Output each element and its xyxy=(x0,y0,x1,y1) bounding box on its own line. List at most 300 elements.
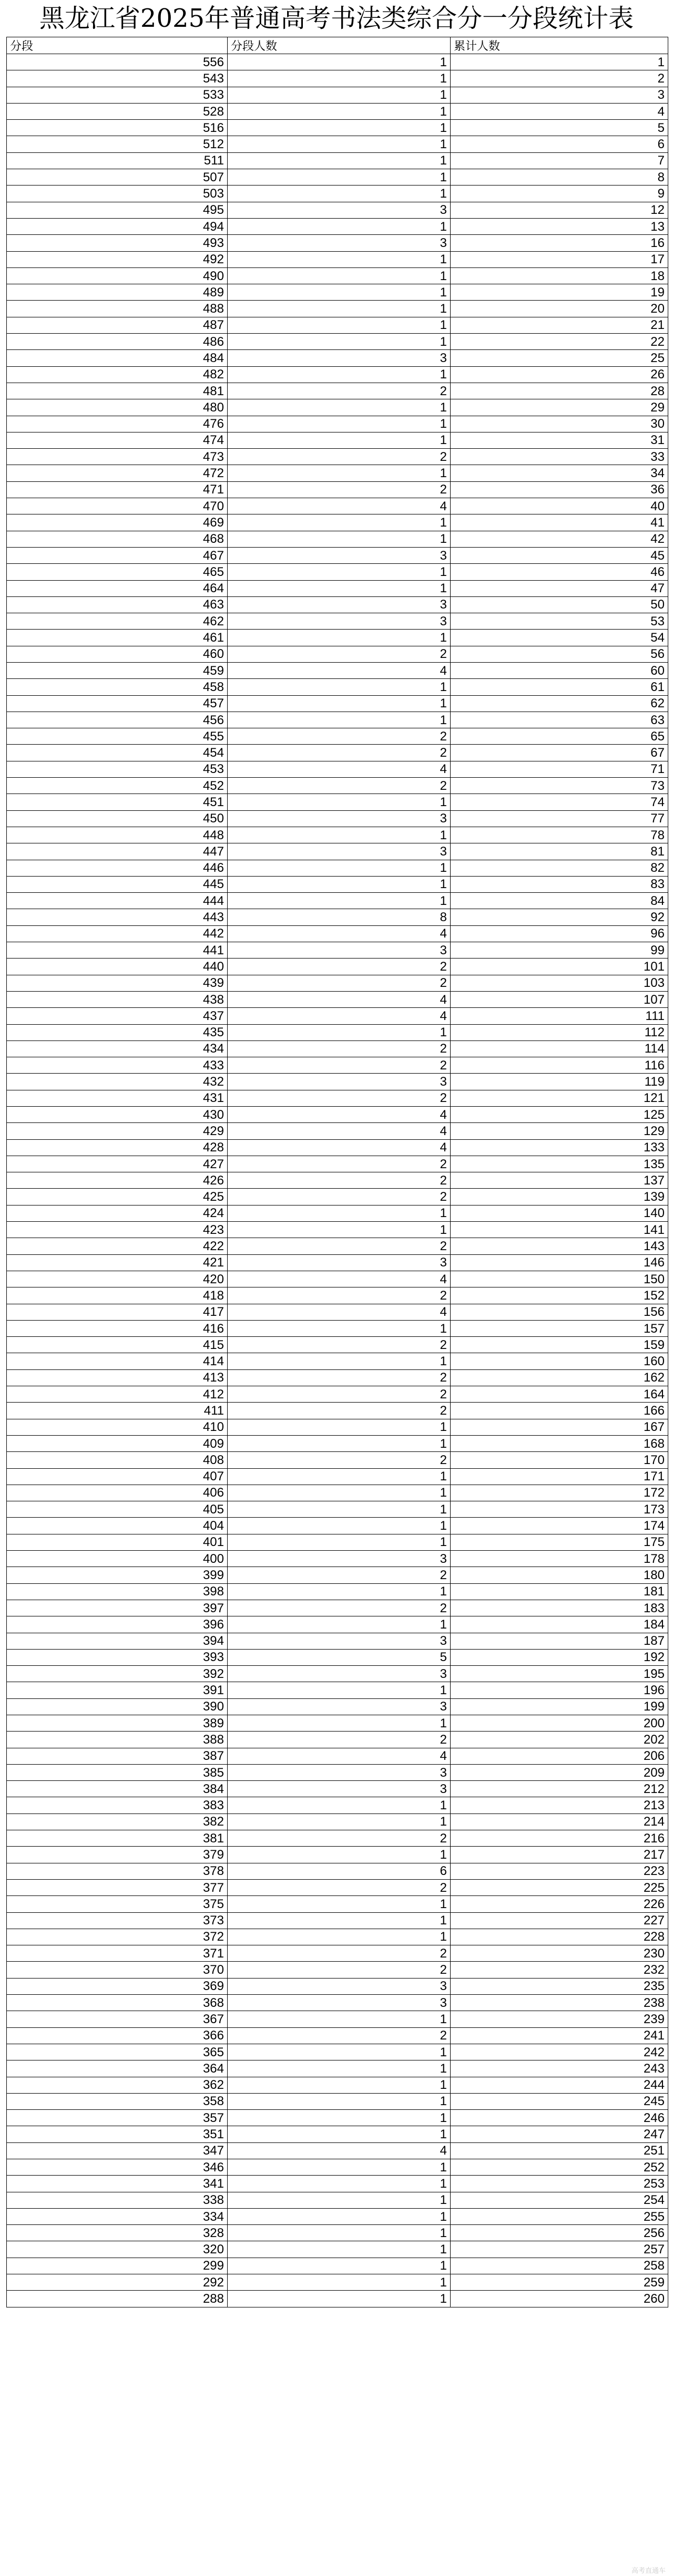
band-count-cell: 2 xyxy=(228,1189,451,1205)
score-band-cell: 394 xyxy=(7,1633,228,1649)
band-count-cell: 1 xyxy=(228,416,451,432)
cumulative-count-cell: 82 xyxy=(451,860,668,876)
table-row xyxy=(7,1468,668,1485)
band-count-cell: 6 xyxy=(228,1863,451,1879)
table-row xyxy=(7,942,668,959)
cumulative-count-cell: 16 xyxy=(451,235,668,251)
score-band-cell: 434 xyxy=(7,1040,228,1057)
table-row xyxy=(7,1040,668,1057)
score-band-cell: 423 xyxy=(7,1222,228,1238)
cumulative-count-cell: 241 xyxy=(451,2027,668,2044)
score-band-cell: 439 xyxy=(7,975,228,991)
score-band-cell: 387 xyxy=(7,1748,228,1764)
cumulative-count-cell: 50 xyxy=(451,596,668,613)
cumulative-count-cell: 3 xyxy=(451,87,668,103)
band-count-cell: 1 xyxy=(228,1715,451,1731)
page-title: 黑龙江省2025年普通高考书法类综合分一分段统计表 xyxy=(39,4,634,33)
score-band-cell: 288 xyxy=(7,2291,228,2307)
cumulative-count-cell: 252 xyxy=(451,2159,668,2176)
cumulative-count-cell: 164 xyxy=(451,1386,668,1403)
band-count-cell: 1 xyxy=(228,2110,451,2126)
cumulative-count-cell: 34 xyxy=(451,465,668,481)
cumulative-count-cell: 192 xyxy=(451,1649,668,1665)
table-row xyxy=(7,1403,668,1419)
score-band-cell: 400 xyxy=(7,1551,228,1567)
table-row xyxy=(7,745,668,761)
table-row xyxy=(7,778,668,794)
score-band-cell: 435 xyxy=(7,1024,228,1040)
cumulative-count-cell: 166 xyxy=(451,1403,668,1419)
score-band-cell: 409 xyxy=(7,1435,228,1451)
cumulative-count-cell: 260 xyxy=(451,2291,668,2307)
band-count-cell: 1 xyxy=(228,301,451,317)
table-row xyxy=(7,498,668,514)
band-count-cell: 3 xyxy=(228,1666,451,1682)
cumulative-count-cell: 143 xyxy=(451,1238,668,1254)
table-row xyxy=(7,1271,668,1287)
cumulative-count-cell: 181 xyxy=(451,1583,668,1600)
table-row xyxy=(7,1107,668,1123)
band-count-cell: 1 xyxy=(228,827,451,843)
score-band-cell: 543 xyxy=(7,70,228,87)
table-row xyxy=(7,1024,668,1040)
table-row xyxy=(7,2060,668,2077)
band-count-cell: 1 xyxy=(228,2291,451,2307)
band-count-cell: 1 xyxy=(228,1518,451,1534)
band-count-cell: 3 xyxy=(228,1698,451,1715)
table-row xyxy=(7,186,668,202)
score-band-cell: 462 xyxy=(7,613,228,630)
score-band-cell: 456 xyxy=(7,712,228,728)
table-row xyxy=(7,1682,668,1698)
cumulative-count-cell: 232 xyxy=(451,1962,668,1978)
table-row xyxy=(7,1863,668,1879)
table-row xyxy=(7,1205,668,1221)
score-band-cell: 441 xyxy=(7,942,228,959)
band-count-cell: 2 xyxy=(228,1287,451,1304)
score-band-cell: 431 xyxy=(7,1090,228,1106)
band-count-cell: 4 xyxy=(228,1123,451,1139)
cumulative-count-cell: 150 xyxy=(451,1271,668,1287)
cumulative-count-cell: 20 xyxy=(451,301,668,317)
table-row xyxy=(7,1369,668,1386)
band-count-cell: 2 xyxy=(228,1830,451,1847)
table-row xyxy=(7,712,668,728)
table-row xyxy=(7,1452,668,1468)
band-count-cell: 2 xyxy=(228,383,451,399)
band-count-cell: 3 xyxy=(228,613,451,630)
band-count-cell: 2 xyxy=(228,778,451,794)
cumulative-count-cell: 56 xyxy=(451,646,668,662)
band-count-cell: 3 xyxy=(228,942,451,959)
score-band-cell: 454 xyxy=(7,745,228,761)
table-row xyxy=(7,1123,668,1139)
band-count-cell: 4 xyxy=(228,1271,451,1287)
band-count-cell: 8 xyxy=(228,909,451,925)
table-row xyxy=(7,383,668,399)
band-count-cell: 1 xyxy=(228,580,451,596)
table-row xyxy=(7,465,668,481)
table-row xyxy=(7,1715,668,1731)
score-band-cell: 474 xyxy=(7,432,228,448)
cumulative-count-cell: 30 xyxy=(451,416,668,432)
band-count-cell: 4 xyxy=(228,1748,451,1764)
score-band-cell: 495 xyxy=(7,202,228,218)
band-count-cell: 1 xyxy=(228,2208,451,2224)
cumulative-count-cell: 184 xyxy=(451,1616,668,1633)
score-band-cell: 413 xyxy=(7,1369,228,1386)
cumulative-count-cell: 195 xyxy=(451,1666,668,1682)
band-count-cell: 4 xyxy=(228,1139,451,1156)
cumulative-count-cell: 29 xyxy=(451,399,668,416)
table-row xyxy=(7,218,668,234)
band-count-cell: 1 xyxy=(228,186,451,202)
band-count-cell: 1 xyxy=(228,2159,451,2176)
score-band-cell: 556 xyxy=(7,54,228,70)
band-count-cell: 1 xyxy=(228,679,451,695)
cumulative-count-cell: 202 xyxy=(451,1732,668,1748)
table-row xyxy=(7,152,668,169)
score-band-cell: 415 xyxy=(7,1337,228,1353)
score-band-cell: 442 xyxy=(7,925,228,942)
score-band-cell: 451 xyxy=(7,794,228,810)
score-band-cell: 389 xyxy=(7,1715,228,1731)
band-count-cell: 1 xyxy=(228,1912,451,1929)
table-row xyxy=(7,366,668,383)
band-count-cell: 1 xyxy=(228,1797,451,1813)
score-band-cell: 503 xyxy=(7,186,228,202)
table-row xyxy=(7,1995,668,2011)
band-count-cell: 3 xyxy=(228,202,451,218)
table-row xyxy=(7,646,668,662)
cumulative-count-cell: 78 xyxy=(451,827,668,843)
table-row xyxy=(7,2241,668,2258)
score-band-cell: 489 xyxy=(7,284,228,301)
band-count-cell: 3 xyxy=(228,1781,451,1797)
band-count-cell: 2 xyxy=(228,728,451,745)
band-count-cell: 3 xyxy=(228,1551,451,1567)
cumulative-count-cell: 238 xyxy=(451,1995,668,2011)
table-row xyxy=(7,514,668,531)
table-row xyxy=(7,630,668,646)
table-row xyxy=(7,1813,668,1830)
score-band-cell: 469 xyxy=(7,514,228,531)
cumulative-count-cell: 112 xyxy=(451,1024,668,1040)
score-band-cell: 383 xyxy=(7,1797,228,1813)
table-row xyxy=(7,2093,668,2109)
score-band-cell: 492 xyxy=(7,251,228,267)
score-band-cell: 444 xyxy=(7,893,228,909)
band-count-cell: 1 xyxy=(228,103,451,119)
score-band-cell: 391 xyxy=(7,1682,228,1698)
table-row xyxy=(7,2176,668,2192)
band-count-cell: 1 xyxy=(228,366,451,383)
table-row xyxy=(7,876,668,892)
cumulative-count-cell: 129 xyxy=(451,1123,668,1139)
table-row xyxy=(7,1978,668,1994)
band-count-cell: 1 xyxy=(228,2060,451,2077)
band-count-cell: 1 xyxy=(228,630,451,646)
score-band-cell: 512 xyxy=(7,136,228,152)
score-band-cell: 338 xyxy=(7,2192,228,2208)
cumulative-count-cell: 5 xyxy=(451,120,668,136)
cumulative-count-cell: 200 xyxy=(451,1715,668,1731)
band-count-cell: 1 xyxy=(228,169,451,186)
band-count-cell: 1 xyxy=(228,1682,451,1698)
cumulative-count-cell: 107 xyxy=(451,991,668,1007)
cumulative-count-cell: 254 xyxy=(451,2192,668,2208)
score-band-cell: 458 xyxy=(7,679,228,695)
table-row xyxy=(7,679,668,695)
cumulative-count-cell: 36 xyxy=(451,481,668,498)
cumulative-count-cell: 206 xyxy=(451,1748,668,1764)
band-count-cell: 3 xyxy=(228,810,451,827)
cumulative-count-cell: 216 xyxy=(451,1830,668,1847)
score-band-cell: 432 xyxy=(7,1074,228,1090)
score-band-cell: 484 xyxy=(7,350,228,366)
cumulative-count-cell: 133 xyxy=(451,1139,668,1156)
cumulative-count-cell: 103 xyxy=(451,975,668,991)
table-row xyxy=(7,251,668,267)
cumulative-count-cell: 228 xyxy=(451,1929,668,1945)
cumulative-count-cell: 4 xyxy=(451,103,668,119)
score-band-cell: 372 xyxy=(7,1929,228,1945)
band-count-cell: 1 xyxy=(228,334,451,350)
table-row xyxy=(7,1222,668,1238)
cumulative-count-cell: 92 xyxy=(451,909,668,925)
table-row xyxy=(7,1666,668,1682)
band-count-cell: 1 xyxy=(228,893,451,909)
cumulative-count-cell: 63 xyxy=(451,712,668,728)
score-band-cell: 381 xyxy=(7,1830,228,1847)
score-band-cell: 366 xyxy=(7,2027,228,2044)
score-band-cell: 377 xyxy=(7,1879,228,1895)
table-row xyxy=(7,613,668,630)
score-band-cell: 437 xyxy=(7,1008,228,1024)
cumulative-count-cell: 256 xyxy=(451,2225,668,2241)
band-count-cell: 4 xyxy=(228,991,451,1007)
table-row xyxy=(7,54,668,70)
score-band-cell: 367 xyxy=(7,2011,228,2027)
table-row xyxy=(7,449,668,465)
score-band-cell: 369 xyxy=(7,1978,228,1994)
score-band-cell: 320 xyxy=(7,2241,228,2258)
cumulative-count-cell: 180 xyxy=(451,1567,668,1583)
cumulative-count-cell: 217 xyxy=(451,1847,668,1863)
cumulative-count-cell: 187 xyxy=(451,1633,668,1649)
table-row xyxy=(7,136,668,152)
band-count-cell: 1 xyxy=(228,87,451,103)
table-row xyxy=(7,1896,668,1912)
band-count-cell: 2 xyxy=(228,1156,451,1172)
table-row xyxy=(7,1139,668,1156)
table-row xyxy=(7,317,668,333)
header-band-count: 分段人数 xyxy=(228,37,451,54)
score-band-cell: 468 xyxy=(7,531,228,547)
score-band-cell: 447 xyxy=(7,843,228,860)
band-count-cell: 4 xyxy=(228,498,451,514)
cumulative-count-cell: 171 xyxy=(451,1468,668,1485)
band-count-cell: 4 xyxy=(228,761,451,777)
score-band-cell: 365 xyxy=(7,2044,228,2060)
band-count-cell: 1 xyxy=(228,1419,451,1435)
band-count-cell: 1 xyxy=(228,695,451,712)
score-band-cell: 470 xyxy=(7,498,228,514)
table-row xyxy=(7,1551,668,1567)
table-row xyxy=(7,2142,668,2159)
score-band-cell: 516 xyxy=(7,120,228,136)
table-row xyxy=(7,2192,668,2208)
cumulative-count-cell: 42 xyxy=(451,531,668,547)
table-row xyxy=(7,1945,668,1962)
cumulative-count-cell: 46 xyxy=(451,564,668,580)
cumulative-count-cell: 77 xyxy=(451,810,668,827)
table-row xyxy=(7,1732,668,1748)
score-band-cell: 299 xyxy=(7,2258,228,2274)
cumulative-count-cell: 199 xyxy=(451,1698,668,1715)
band-count-cell: 1 xyxy=(228,2093,451,2109)
table-row xyxy=(7,1616,668,1633)
cumulative-count-cell: 230 xyxy=(451,1945,668,1962)
cumulative-count-cell: 62 xyxy=(451,695,668,712)
cumulative-count-cell: 239 xyxy=(451,2011,668,2027)
table-row xyxy=(7,103,668,119)
band-count-cell: 2 xyxy=(228,975,451,991)
band-count-cell: 1 xyxy=(228,1534,451,1550)
band-count-cell: 3 xyxy=(228,1995,451,2011)
band-count-cell: 2 xyxy=(228,1040,451,1057)
score-band-cell: 460 xyxy=(7,646,228,662)
score-band-cell: 426 xyxy=(7,1172,228,1189)
cumulative-count-cell: 235 xyxy=(451,1978,668,1994)
table-row xyxy=(7,564,668,580)
cumulative-count-cell: 244 xyxy=(451,2077,668,2093)
band-count-cell: 3 xyxy=(228,1764,451,1780)
table-row xyxy=(7,70,668,87)
band-count-cell: 1 xyxy=(228,1024,451,1040)
cumulative-count-cell: 74 xyxy=(451,794,668,810)
cumulative-count-cell: 71 xyxy=(451,761,668,777)
score-band-cell: 358 xyxy=(7,2093,228,2109)
band-count-cell: 1 xyxy=(228,1468,451,1485)
table-row xyxy=(7,334,668,350)
band-count-cell: 1 xyxy=(228,1435,451,1451)
table-row xyxy=(7,2225,668,2241)
score-band-cell: 357 xyxy=(7,2110,228,2126)
band-count-cell: 1 xyxy=(228,2176,451,2192)
score-band-cell: 393 xyxy=(7,1649,228,1665)
cumulative-count-cell: 116 xyxy=(451,1057,668,1074)
score-band-cell: 375 xyxy=(7,1896,228,1912)
band-count-cell: 1 xyxy=(228,465,451,481)
score-band-cell: 390 xyxy=(7,1698,228,1715)
cumulative-count-cell: 121 xyxy=(451,1090,668,1106)
score-band-cell: 471 xyxy=(7,481,228,498)
cumulative-count-cell: 9 xyxy=(451,186,668,202)
table-row xyxy=(7,695,668,712)
band-count-cell: 2 xyxy=(228,449,451,465)
table-row xyxy=(7,2208,668,2224)
score-band-cell: 453 xyxy=(7,761,228,777)
score-band-cell: 463 xyxy=(7,596,228,613)
cumulative-count-cell: 60 xyxy=(451,662,668,678)
cumulative-count-cell: 125 xyxy=(451,1107,668,1123)
band-count-cell: 1 xyxy=(228,860,451,876)
table-row xyxy=(7,1847,668,1863)
band-count-cell: 1 xyxy=(228,432,451,448)
band-count-cell: 1 xyxy=(228,794,451,810)
cumulative-count-cell: 212 xyxy=(451,1781,668,1797)
score-band-cell: 408 xyxy=(7,1452,228,1468)
score-band-cell: 414 xyxy=(7,1353,228,1369)
table-row xyxy=(7,1254,668,1271)
band-count-cell: 3 xyxy=(228,596,451,613)
score-band-cell: 346 xyxy=(7,2159,228,2176)
score-band-cell: 476 xyxy=(7,416,228,432)
cumulative-count-cell: 31 xyxy=(451,432,668,448)
table-row xyxy=(7,843,668,860)
score-band-cell: 450 xyxy=(7,810,228,827)
band-count-cell: 1 xyxy=(228,152,451,169)
score-band-cell: 424 xyxy=(7,1205,228,1221)
band-count-cell: 4 xyxy=(228,1008,451,1024)
band-count-cell: 1 xyxy=(228,317,451,333)
score-band-cell: 420 xyxy=(7,1271,228,1287)
cumulative-count-cell: 12 xyxy=(451,202,668,218)
band-count-cell: 3 xyxy=(228,235,451,251)
score-band-cell: 362 xyxy=(7,2077,228,2093)
table-row xyxy=(7,925,668,942)
table-row xyxy=(7,267,668,284)
band-count-cell: 4 xyxy=(228,662,451,678)
cumulative-count-cell: 18 xyxy=(451,267,668,284)
table-row xyxy=(7,1337,668,1353)
cumulative-count-cell: 137 xyxy=(451,1172,668,1189)
cumulative-count-cell: 157 xyxy=(451,1320,668,1336)
band-count-cell: 1 xyxy=(228,712,451,728)
table-row xyxy=(7,1501,668,1518)
cumulative-count-cell: 257 xyxy=(451,2241,668,2258)
table-row xyxy=(7,1304,668,1320)
score-band-cell: 455 xyxy=(7,728,228,745)
table-row xyxy=(7,1583,668,1600)
table-row xyxy=(7,1879,668,1895)
cumulative-count-cell: 156 xyxy=(451,1304,668,1320)
score-band-cell: 459 xyxy=(7,662,228,678)
band-count-cell: 1 xyxy=(228,1501,451,1518)
table-row xyxy=(7,202,668,218)
table-row xyxy=(7,909,668,925)
table-row xyxy=(7,2258,668,2274)
cumulative-count-cell: 21 xyxy=(451,317,668,333)
header-score-band: 分段 xyxy=(7,37,228,54)
table-row xyxy=(7,794,668,810)
score-band-cell: 528 xyxy=(7,103,228,119)
cumulative-count-cell: 22 xyxy=(451,334,668,350)
table-row xyxy=(7,1649,668,1665)
band-count-cell: 2 xyxy=(228,1403,451,1419)
cumulative-count-cell: 1 xyxy=(451,54,668,70)
band-count-cell: 1 xyxy=(228,70,451,87)
band-count-cell: 5 xyxy=(228,1649,451,1665)
score-band-cell: 373 xyxy=(7,1912,228,1929)
cumulative-count-cell: 61 xyxy=(451,679,668,695)
table-row xyxy=(7,547,668,563)
table-row xyxy=(7,1074,668,1090)
cumulative-count-cell: 213 xyxy=(451,1797,668,1813)
cumulative-count-cell: 243 xyxy=(451,2060,668,2077)
table-row xyxy=(7,1238,668,1254)
